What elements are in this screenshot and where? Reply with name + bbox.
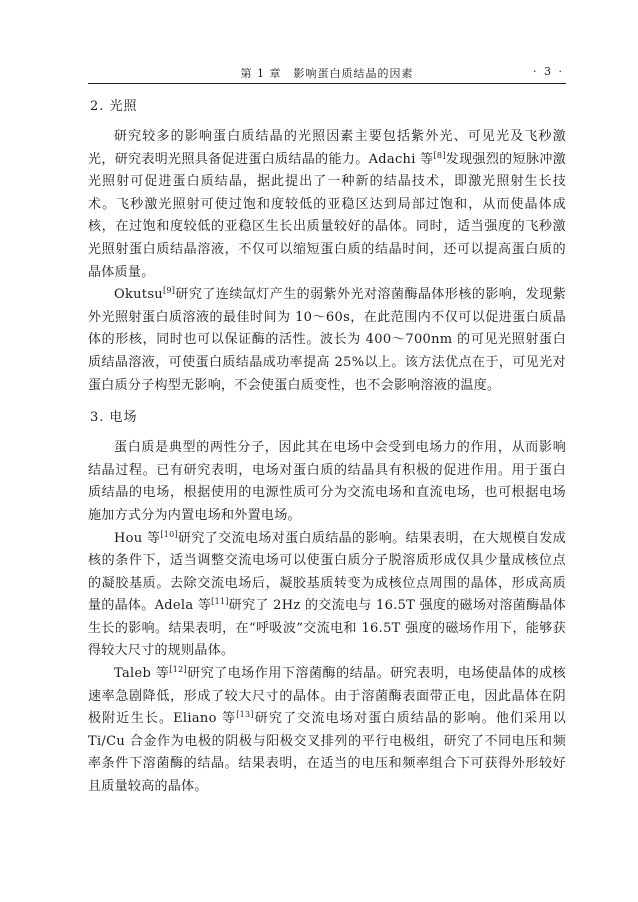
citation-ref: [9] [162,286,176,296]
page-number: · 3 · [533,65,564,78]
paragraph [88,437,566,527]
citation-ref: [10] [160,529,178,539]
text-run: 研究了电场作用下溶菌酶的结晶。研究表明，电场使晶体的成核速率急剧降低，形成了较大尺寸的晶体。由于溶菌酶表面带正电，因此晶体在阴极附近生长。Eliano 等 [88,666,566,727]
section-heading: 2. 光照 [90,99,138,114]
page-body [88,96,566,799]
paragraph [88,284,566,397]
text-run: 蛋白质是典型的两性分子，因此其在电场中会受到电场力的作用，从而影响结晶过程。已有研究表明，电场对蛋白质的结晶具有积极的促进作用。用于蛋白质结晶的电场，根据使用的电源性质可分为交流电场和直流电场，也可根据电场施加方式分为内置电场和外置电场。 [88,440,566,523]
section-heading: 3. 电场 [90,410,138,426]
citation-ref: [13] [236,710,254,720]
text-run: 研究较多的影响蛋白质结晶的光照因素主要包括紫外光、可见光及飞秒激光，研究表明光照具备促进蛋白质结晶的能力。Adachi 等 [88,129,566,167]
paragraph [88,663,566,799]
citation-ref: [12] [169,665,187,675]
section-light [88,96,566,397]
text-run: 研究了 2Hz 的交流电与 16.5T 强度的磁场对溶菌酶晶体生长的影响。结果表明，在“呼吸波”交流电和 16.5T 强度的磁场作用下，能够获得较大尺寸的规则晶体。 [88,598,567,659]
chapter-title: 第 1 章 影响蛋白质结晶的因素 [240,67,414,80]
paragraph [88,126,566,284]
citation-ref: [8] [433,150,446,160]
text-run: Hou 等 [114,530,161,546]
text-run: 研究了交流电场对蛋白质结晶的影响。他们采用以 Ti/Cu 合金作为电极的阴极与阳极交叉排列的平行电极组，研究了不同电压和频率条件下溶菌酶的结晶。结果表明，在适当的电压和频率组合下可获得外形较好且质量较高的晶体。 [88,711,566,795]
header-rule [88,83,566,84]
text-run: 发现强烈的短脉冲激光照射可促进蛋白质结晶，据此提出了一种新的结晶技术，即激光照射生长技术。飞秒激光照射可使过饱和度较低的亚稳区达到局部过饱和，从而使晶体成核，在过饱和度较低的亚稳区生长出质量较好的晶体。同时，适当强度的飞秒激光照射蛋白质结晶溶液，不仅可以缩短蛋白质的结晶时间，还可以提高蛋白质的晶体质量。 [88,151,566,280]
section-electric-field [88,407,566,799]
text-run: Okutsu [114,287,163,303]
text-run: Taleb 等 [114,666,170,682]
paragraph [88,528,566,664]
text-run: 研究了交流电场对蛋白质结晶的影响。结果表明，在大规模自发成核的条件下，适当调整交流电场可以使蛋白质分子脱溶质形成仅具少量成核位点的凝胶基质。去除交流电场后，凝胶基质转变为成核位点周围的晶体，形成高质量的晶体。Adela 等 [88,530,567,614]
citation-ref: [11] [211,597,229,607]
running-header [88,63,566,83]
text-run: 研究了连续氙灯产生的弱紫外光对溶菌酶晶体形核的影响，发现紫外光照射蛋白质溶液的最佳时间为 10～60s，在此范围内不仅可以促进蛋白质晶体的形核，同时也可以保证酶的活性。波长为 400～700nm 的可见光照射蛋白质结晶溶液，可使蛋白质结晶成功率提高 25%以上。该方法优点在于，可见光对蛋白质分子构型无影响，不会使蛋白质变性，也不会影响溶液的温度。 [88,287,566,393]
